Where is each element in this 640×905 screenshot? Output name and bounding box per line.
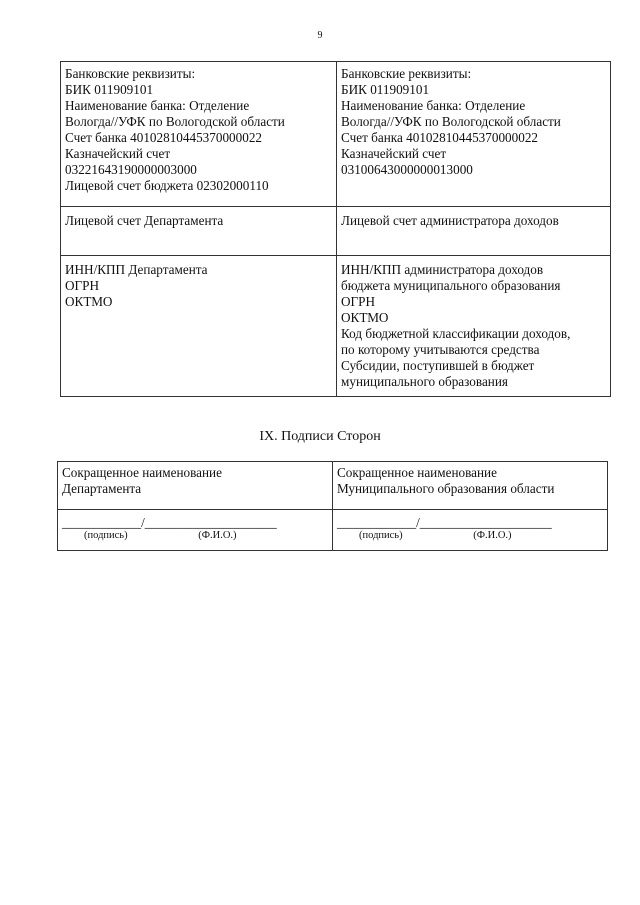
identifier-line: ОКТМО — [341, 310, 389, 325]
department-account — [61, 207, 337, 256]
party-name-line: Сокращенное наименование — [337, 465, 497, 480]
section-title: IX. Подписи Сторон — [259, 429, 381, 444]
bank-line: БИК 011909101 — [65, 82, 154, 97]
signature-heading-row — [58, 462, 608, 510]
identifier-line: ИНН/КПП Департамента — [65, 262, 208, 277]
requisites-table — [60, 61, 611, 397]
department-signature-cell — [58, 510, 333, 551]
department-identifiers — [61, 256, 337, 397]
bank-line: 03100643000000013000 — [341, 162, 473, 177]
bank-line: Счет банка 40102810445370000022 — [65, 130, 263, 145]
account-label: Лицевой счет администратора доходов — [341, 213, 559, 228]
signature-captions — [62, 530, 328, 542]
bank-line: 03221643190000003000 — [65, 162, 197, 177]
bank-line: Лицевой счет бюджета 02302000110 — [65, 178, 269, 193]
bank-line: БИК 011909101 — [341, 82, 430, 97]
full-name-caption: (Ф.И.О.) — [198, 530, 237, 541]
bank-line: Наименование банка: Отделение — [65, 98, 250, 113]
signature-caption: (подпись) — [359, 530, 403, 541]
bank-line: Банковские реквизиты: — [65, 66, 196, 81]
administrator-identifiers — [337, 256, 611, 397]
signature-row — [58, 510, 608, 551]
municipality-name-cell — [333, 462, 608, 510]
signature-captions — [337, 530, 603, 542]
bank-line: Банковские реквизиты: — [341, 66, 472, 81]
municipality-bank-details — [337, 62, 611, 207]
identifier-line: ОКТМО — [65, 294, 113, 309]
identifier-line: бюджета муниципального образования — [341, 278, 561, 293]
party-name-line: Муниципального образования области — [337, 481, 555, 496]
department-bank-details — [61, 62, 337, 207]
bank-line: Наименование банка: Отделение — [341, 98, 526, 113]
bank-line: Счет банка 40102810445370000022 — [341, 130, 539, 145]
account-row — [61, 207, 611, 256]
municipality-signature-cell — [333, 510, 608, 551]
bank-line: Вологда//УФК по Вологодской области — [65, 114, 285, 129]
identifier-line: ОГРН — [341, 294, 376, 309]
account-label: Лицевой счет Департамента — [65, 213, 224, 228]
signature-line: ____________/____________________ — [62, 515, 277, 530]
page-number: 9 — [317, 30, 323, 41]
department-name-cell — [58, 462, 333, 510]
administrator-account — [337, 207, 611, 256]
party-name-line: Сокращенное наименование — [62, 465, 222, 480]
identifiers-row — [61, 256, 611, 397]
identifier-line: ОГРН — [65, 278, 100, 293]
identifier-line: Код бюджетной классификации доходов, — [341, 326, 571, 341]
signatures-table — [57, 461, 608, 551]
bank-line: Казначейский счет — [341, 146, 447, 161]
party-name-line: Департамента — [62, 481, 142, 496]
bank-details-row — [61, 62, 611, 207]
full-name-caption: (Ф.И.О.) — [473, 530, 512, 541]
identifier-line: ИНН/КПП администратора доходов — [341, 262, 544, 277]
bank-line: Вологда//УФК по Вологодской области — [341, 114, 561, 129]
identifier-line: по которому учитываются средства — [341, 342, 540, 357]
signature-line: ____________/____________________ — [337, 515, 552, 530]
identifier-line: муниципального образования — [341, 374, 508, 389]
signature-caption: (подпись) — [84, 530, 128, 541]
bank-line: Казначейский счет — [65, 146, 171, 161]
identifier-line: Субсидии, поступившей в бюджет — [341, 358, 535, 373]
